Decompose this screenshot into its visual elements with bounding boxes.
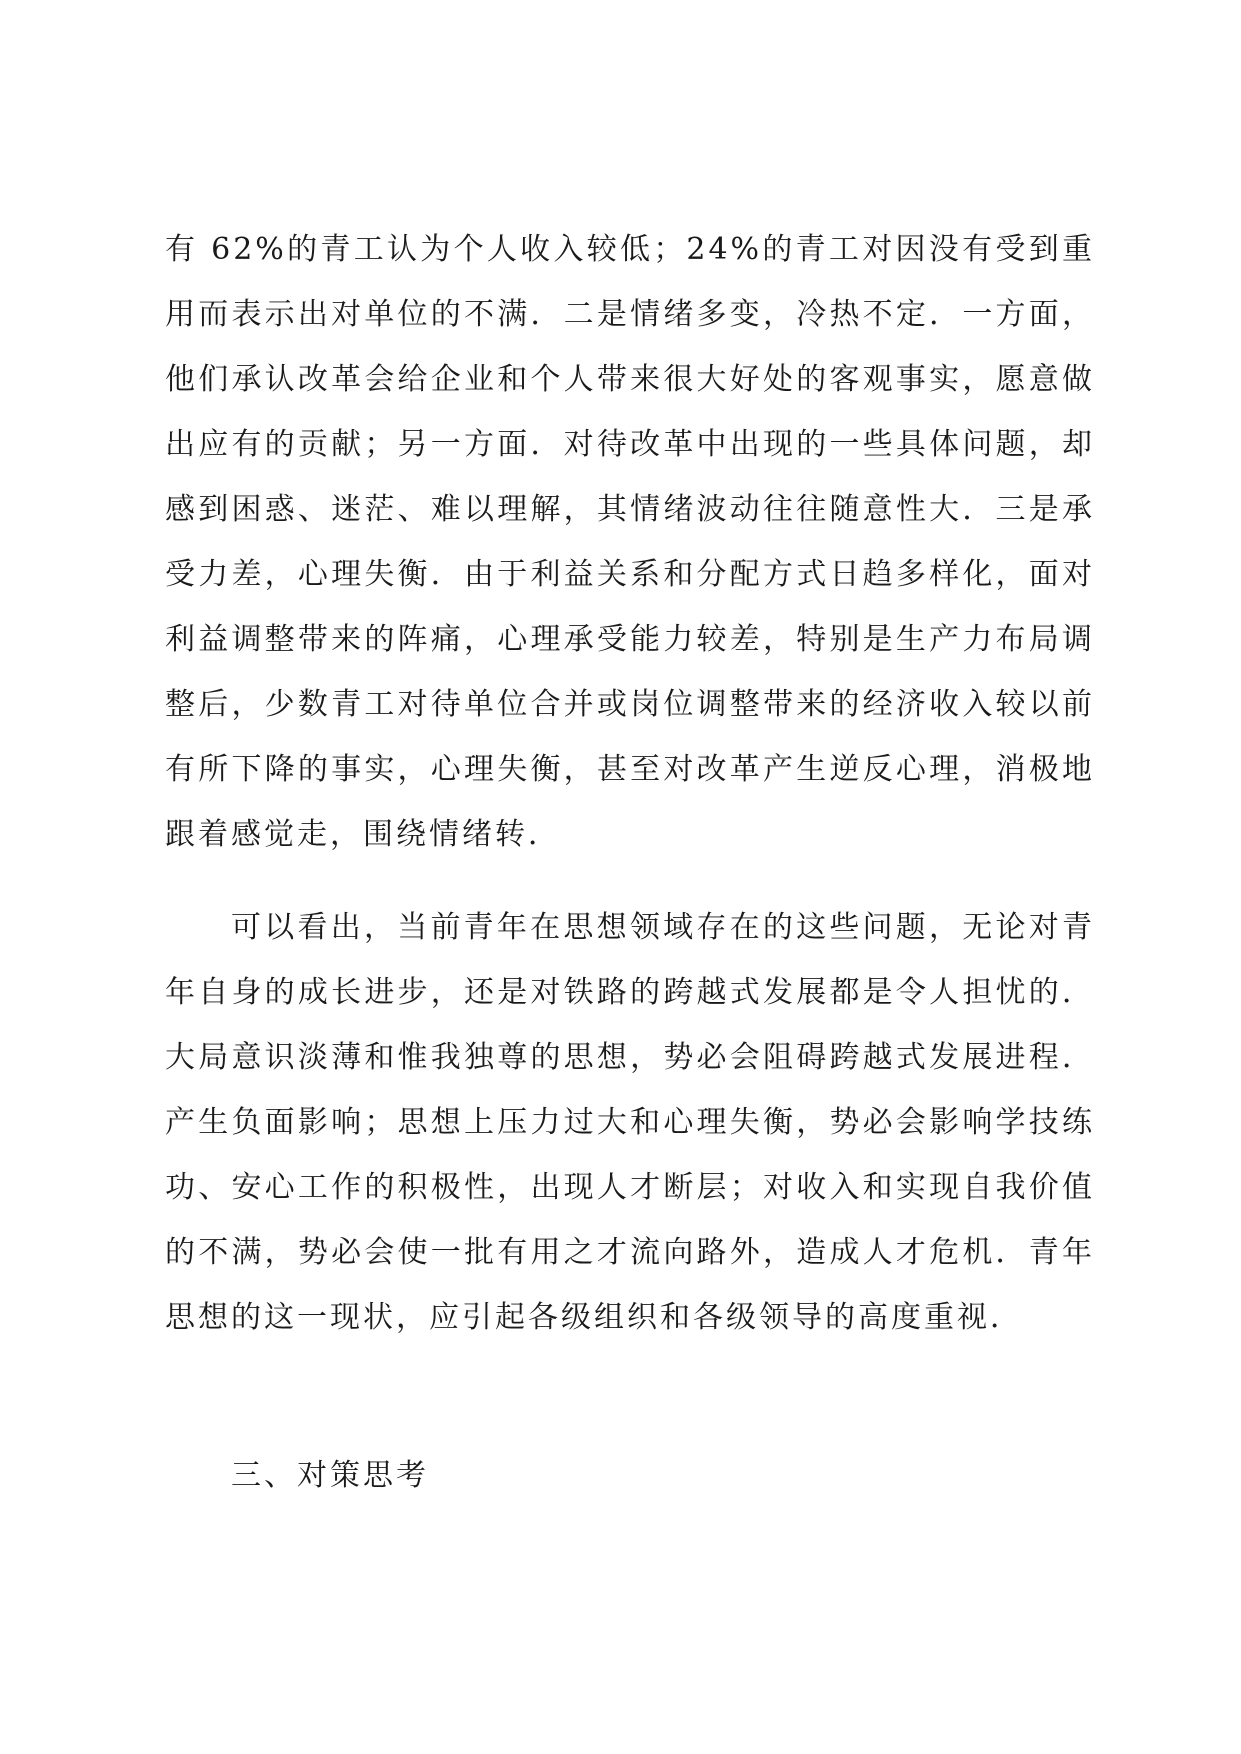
- paragraph-line: 的不满，势必会使一批有用之才流向路外，造成人才危机．青年: [165, 1235, 1095, 1270]
- paragraph-line: 有 62%的青工认为个人收入较低；24%的青工对因没有受到重: [165, 232, 1095, 267]
- paragraph-2: [165, 895, 1095, 1350]
- paragraph-line: 思想的这一现状，应引起各级组织和各级领导的高度重视．: [165, 1300, 1023, 1335]
- paragraph-line: 产生负面影响；思想上压力过大和心理失衡，势必会影响学技练: [165, 1105, 1095, 1140]
- paragraph-line: 他们承认改革会给企业和个人带来很大好处的客观事实，愿意做: [165, 362, 1095, 397]
- paragraph-1: [165, 217, 1095, 867]
- section-heading-text: 三、对策思考: [231, 1458, 429, 1493]
- paragraph-line: 年自身的成长进步，还是对铁路的跨越式发展都是令人担忧的．: [165, 975, 1095, 1010]
- paragraph-line: 有所下降的事实，心理失衡，甚至对改革产生逆反心理，消极地: [165, 752, 1095, 787]
- paragraph-line: 可以看出，当前青年在思想领域存在的这些问题，无论对青: [231, 910, 1095, 945]
- paragraph-line: 整后，少数青工对待单位合并或岗位调整带来的经济收入较以前: [165, 687, 1095, 722]
- paragraph-line: 利益调整带来的阵痛，心理承受能力较差，特别是生产力布局调: [165, 622, 1095, 657]
- paragraph-line: 跟着感觉走，围绕情绪转．: [165, 817, 561, 852]
- paragraph-line: 受力差，心理失衡．由于利益关系和分配方式日趋多样化，面对: [165, 557, 1095, 592]
- section-heading: [165, 1443, 1095, 1508]
- paragraph-line: 功、安心工作的积极性，出现人才断层；对收入和实现自我价值: [165, 1170, 1095, 1205]
- paragraph-line: 感到困惑、迷茫、难以理解，其情绪波动往往随意性大．三是承: [165, 492, 1095, 527]
- paragraph-line: 用而表示出对单位的不满．二是情绪多变，冷热不定．一方面，: [165, 297, 1095, 332]
- paragraph-line: 出应有的贡献；另一方面．对待改革中出现的一些具体问题，却: [165, 427, 1095, 462]
- paragraph-line: 大局意识淡薄和惟我独尊的思想，势必会阻碍跨越式发展进程．: [165, 1040, 1095, 1075]
